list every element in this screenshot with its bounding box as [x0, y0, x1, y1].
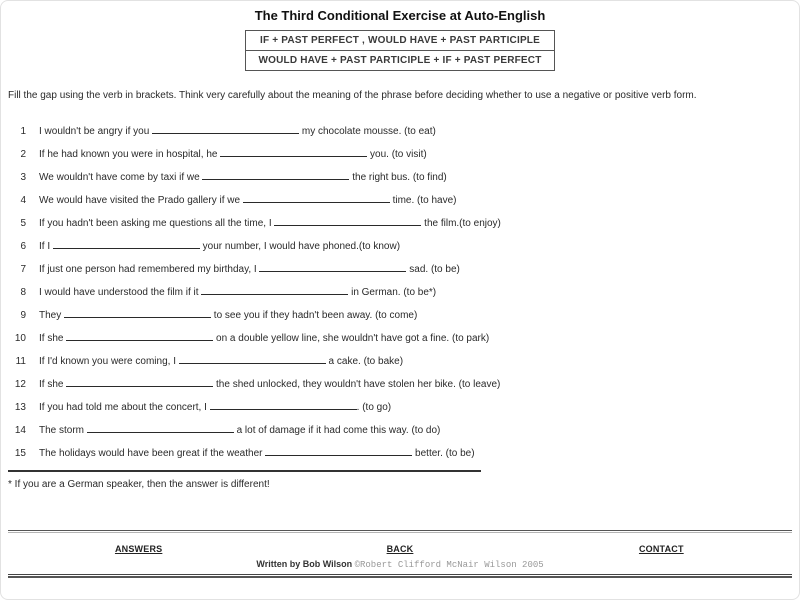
question-text — [39, 447, 800, 460]
question-text-before: I wouldn't be angry if you — [39, 126, 153, 137]
credit-text — [8, 559, 792, 570]
footer-rule-bottom — [8, 574, 792, 578]
question-row — [0, 148, 800, 161]
question-text-before: If you had told me about the concert, I — [39, 402, 210, 413]
answer-gap — [220, 148, 367, 157]
answer-gap — [265, 447, 412, 456]
question-text — [39, 148, 800, 161]
question-number: 10 — [14, 333, 26, 344]
question-text-after: time. (to have) — [389, 195, 457, 206]
question-text-after: the film.(to enjoy) — [421, 218, 501, 229]
question-row — [0, 263, 800, 276]
answer-gap — [274, 217, 421, 226]
question-text — [39, 424, 800, 437]
question-row — [0, 447, 800, 460]
separator-rule — [8, 470, 481, 472]
question-number: 13 — [14, 402, 26, 413]
answer-gap — [201, 286, 348, 295]
instructions-text: Fill the gap using the verb in brackets. Think very carefully about the meaning of the phrase before deciding whether to use a negative or positive verb form. — [8, 90, 697, 101]
formula-box — [245, 30, 554, 71]
question-text-after: better. (to be) — [412, 448, 475, 459]
question-text-after: the right bus. (to find) — [349, 172, 447, 183]
question-text-before: The holidays would have been great if the weather — [39, 448, 266, 459]
question-text — [39, 378, 800, 391]
question-text-before: I would have understood the film if it — [39, 287, 202, 298]
question-number: 7 — [20, 264, 26, 275]
credit-copyright: ©Robert Clifford McNair Wilson 2005 — [354, 560, 544, 570]
answer-gap — [66, 332, 213, 341]
question-row — [0, 424, 800, 437]
question-text — [39, 194, 800, 207]
question-text-before: The storm — [39, 425, 87, 436]
question-text-after: the shed unlocked, they wouldn't have stolen her bike. (to leave) — [213, 379, 501, 390]
formula-line-2: WOULD HAVE + PAST PARTICIPLE + IF + PAST PERFECT — [246, 50, 553, 70]
question-row — [0, 194, 800, 207]
question-text — [39, 332, 800, 345]
question-text — [39, 286, 800, 299]
question-number: 4 — [20, 195, 26, 206]
answer-gap — [152, 125, 299, 134]
question-number: 5 — [20, 218, 26, 229]
formula-line-1: IF + PAST PERFECT , WOULD HAVE + PAST PARTICIPLE — [260, 35, 540, 46]
question-text — [39, 263, 800, 276]
question-text-after: you. (to visit) — [367, 149, 427, 160]
contact-link[interactable]: CONTACT — [638, 544, 684, 554]
question-text — [39, 217, 800, 230]
question-text-after: to see you if they hadn't been away. (to come) — [211, 310, 418, 321]
question-text-after: my chocolate mousse. (to eat) — [299, 126, 436, 137]
answer-gap — [87, 424, 234, 433]
question-row — [0, 332, 800, 345]
question-row — [0, 240, 800, 253]
question-text-after: your number, I would have phoned.(to know) — [199, 241, 401, 252]
question-number: 6 — [20, 241, 26, 252]
question-text-before: If just one person had remembered my birthday, I — [39, 264, 260, 275]
answer-gap — [179, 355, 326, 364]
question-number: 12 — [14, 379, 26, 390]
footnote-text: * If you are a German speaker, then the answer is different! — [8, 479, 270, 490]
question-row — [0, 286, 800, 299]
back-link[interactable]: BACK — [386, 544, 414, 554]
question-number: 9 — [20, 310, 26, 321]
question-text-before: They — [39, 310, 65, 321]
question-number: 15 — [14, 448, 26, 459]
question-row — [0, 309, 800, 322]
question-text-after: a cake. (to bake) — [325, 356, 404, 367]
question-text — [39, 355, 800, 368]
question-text-after: sad. (to be) — [406, 264, 460, 275]
question-text-before: We wouldn't have come by taxi if we — [39, 172, 203, 183]
question-text — [39, 309, 800, 322]
question-text-after: in German. (to be*) — [348, 287, 437, 298]
question-number: 14 — [14, 425, 26, 436]
question-number: 11 — [15, 356, 26, 367]
question-row — [0, 378, 800, 391]
credit-author: Written by Bob Wilson — [256, 559, 355, 569]
answers-link[interactable]: ANSWERS — [114, 544, 163, 554]
answer-gap — [210, 401, 357, 410]
question-text-before: If she — [39, 379, 67, 390]
question-row — [0, 355, 800, 368]
question-text — [39, 401, 800, 414]
question-text-after: a lot of damage if it had come this way. (to do) — [233, 425, 441, 436]
question-row — [0, 401, 800, 414]
question-number: 3 — [20, 172, 26, 183]
question-number: 8 — [20, 287, 26, 298]
question-number: 2 — [20, 149, 26, 160]
question-text-before: If she — [39, 333, 67, 344]
question-text-after: on a double yellow line, she wouldn't have got a fine. (to park) — [213, 333, 490, 344]
question-list — [0, 125, 800, 460]
footer — [8, 530, 792, 578]
question-text-before: If I'd known you were coming, I — [39, 356, 179, 367]
page-title: The Third Conditional Exercise at Auto-English — [254, 8, 546, 23]
question-text-after: . (to go) — [356, 402, 392, 413]
question-text-before: We would have visited the Prado gallery if we — [39, 195, 243, 206]
answer-gap — [53, 240, 200, 249]
answer-gap — [259, 263, 406, 272]
answer-gap — [64, 309, 211, 318]
answer-gap — [66, 378, 213, 387]
question-row — [0, 125, 800, 138]
question-text-before: If he had known you were in hospital, he — [39, 149, 221, 160]
question-row — [0, 171, 800, 184]
footer-links-row — [8, 533, 792, 557]
question-text — [39, 240, 800, 253]
answer-gap — [243, 194, 390, 203]
question-number: 1 — [20, 126, 26, 137]
answer-gap — [202, 171, 349, 180]
question-text — [39, 171, 800, 184]
question-text-before: If I — [39, 241, 53, 252]
question-text — [39, 125, 800, 138]
question-row — [0, 217, 800, 230]
question-text-before: If you hadn't been asking me questions all the time, I — [39, 218, 275, 229]
